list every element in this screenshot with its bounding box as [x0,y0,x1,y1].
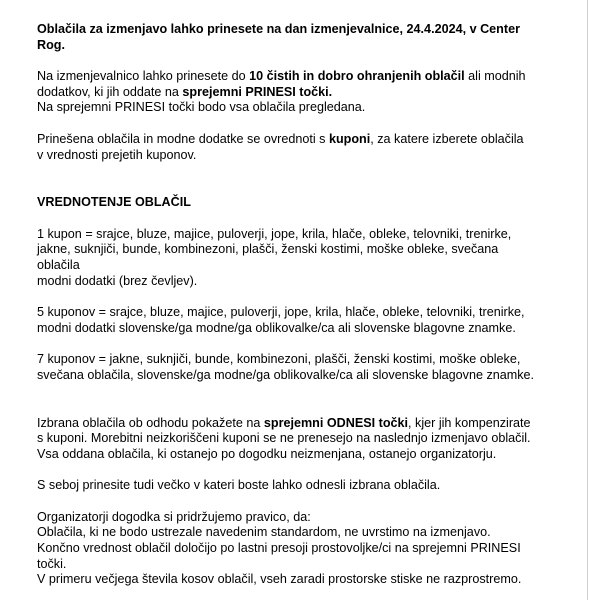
text-line: s kuponi. Morebitni neizkoriščeni kuponi se ne prenesejo na naslednjo izmenjavo oblačil. [37,431,531,446]
text-line: modni dodatki (brez čevljev). [37,273,198,288]
text-line: modni dodatki slovenske/ga modne/ga oblikovalke/ca ali slovenske blagovne znamke. [37,320,516,335]
heading-line: Rog. [37,37,65,52]
text-line: v vrednosti prejetih kuponov. [37,147,197,162]
bold-span: sprejemni PRINESI točki. [182,84,333,99]
coupons-paragraph [37,132,567,163]
text-line: Organizatorji dogodka si pridržujemo pravico, da: [37,509,311,524]
text-line: Na sprejemni PRINESI točki bodo vsa oblačila pregledana. [37,100,366,115]
text-line: Oblačila, ki ne bodo ustrezale navedenim standardom, ne uvrstimo na izmenjavo. [37,525,491,540]
document-body [37,22,567,588]
text-span: , kjer jih kompenzirate [408,415,531,430]
bold-span: 10 čistih in dobro ohranjenih oblačil [249,69,465,84]
checkout-paragraph [37,416,567,463]
text-span: ali modnih [464,69,526,84]
bold-span: kuponi [328,131,371,146]
text-line [37,69,567,85]
text-span: Izbrana oblačila ob odhodu pokažete na [37,415,264,430]
text-span: Prinešena oblačila in modne dodatke se ovrednoti s [37,131,329,146]
text-line: jakne, suknjiči, bunde, kombinezoni, plašči, ženski kostimi, moške obleke, svečana [37,242,499,257]
text-line: V primeru večjega števila kosov oblačil, vseh zaradi prostorske stiske ne razprostremo. [37,572,522,587]
text-line: 1 kupon = srajce, bluze, majice, puloverji, jope, krila, hlače, obleke, telovniki, trenirke, [37,226,512,241]
section-title: VREDNOTENJE OBLAČIL [37,195,191,210]
text-line [37,416,567,432]
text-span: , za katere izberete oblačila [370,131,524,146]
text-line: Vsa oddana oblačila, ki ostanejo po dogodku neizmenjana, ostanejo organizatorju. [37,446,497,461]
text-line: Končno vrednost oblačil določijo po lastni presoji prostovoljke/ci na sprejemni PRINESI [37,541,521,556]
text-line: oblačila [37,257,80,272]
text-line: točki. [37,556,67,571]
bold-span: sprejemni ODNESI točki [263,415,409,430]
event-heading [37,22,567,53]
text-line: 7 kuponov = jakne, suknjiči, bunde, kombinezoni, plašči, ženski kostimi, moške obleke, [37,352,521,367]
text-line [37,85,567,101]
bag-note: S seboj prinesite tudi večko v kateri boste lahko odnesli izbrana oblačila. [37,478,441,493]
text-line [37,132,567,148]
text-line: 5 kuponov = srajce, bluze, majice, puloverji, jope, krila, hlače, obleke, telovniki, trenirke, [37,305,525,320]
tier-7-coupons [37,352,567,383]
intro-paragraph [37,69,567,116]
text-span: dodatkov, ki jih oddate na [37,84,183,99]
organizer-rights [37,510,567,588]
text-span: Na izmenjevalnico lahko prinesete do [37,69,250,84]
heading-line: Oblačila za izmenjavo lahko prinesete na dan izmenjevalnice, 24.4.2024, v Center [37,22,520,36]
text-line: svečana oblačila, slovenske/ga modne/ga oblikovalke/ca ali slovenske blagovne znamke. [37,367,535,382]
tier-1-coupon [37,227,567,289]
tier-5-coupons [37,305,567,336]
